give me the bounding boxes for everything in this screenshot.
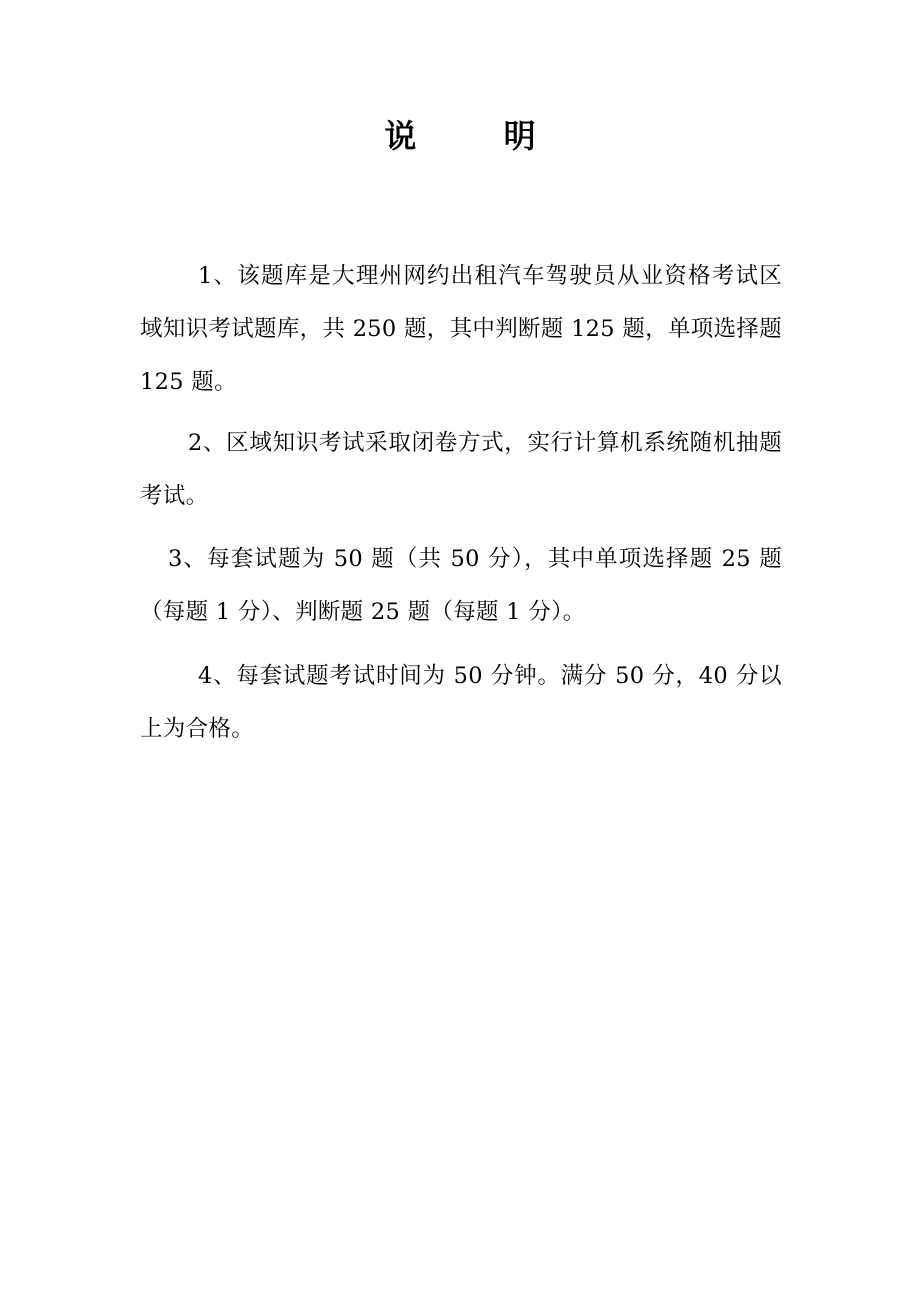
paragraph-4: 4、每套试题考试时间为 50 分钟。满分 50 分，40 分以上为合格。: [140, 663, 782, 742]
page-title: 说 明: [384, 117, 574, 155]
paragraph-1: 1、该题库是大理州网约出租汽车驾驶员从业资格考试区域知识考试题库，共 250 题，其中判断题 125 题，单项选择题 125 题。: [140, 263, 782, 395]
paragraph-2: 2、区域知识考试采取闭卷方式，实行计算机系统随机抽题考试。: [140, 430, 782, 509]
paragraph-3: 3、每套试题为 50 题（共 50 分），其中单项选择题 25 题（每题 1 分）、判断题 25 题（每题 1 分）。: [140, 546, 782, 625]
